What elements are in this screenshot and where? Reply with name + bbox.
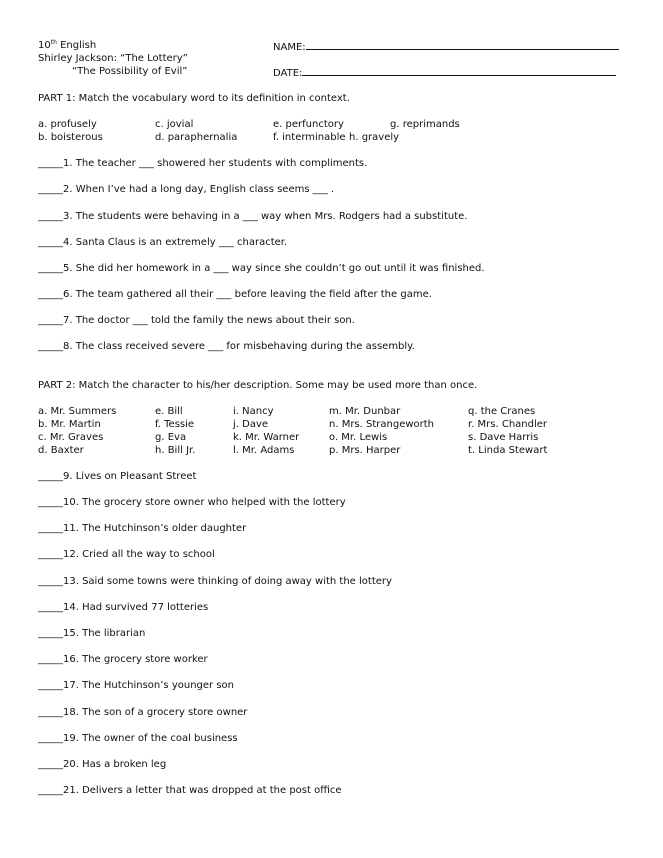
question-text: 9. Lives on Pleasant Street [63, 471, 197, 482]
character-option: d. Baxter [38, 445, 84, 456]
character-option: o. Mr. Lewis [329, 432, 388, 443]
answer-blank[interactable]: _____ [38, 471, 63, 482]
vocab-word: d. paraphernalia [155, 132, 238, 143]
question-row [38, 184, 334, 196]
question-text: 13. Said some towns were thinking of doing away with the lottery [63, 576, 392, 587]
answer-blank[interactable]: _____ [38, 759, 63, 770]
answer-blank[interactable]: _____ [38, 289, 63, 300]
character-option: n. Mrs. Strangeworth [329, 419, 435, 430]
vocab-word: h. gravely [349, 132, 400, 143]
character-option: a. Mr. Summers [38, 406, 117, 417]
name-line [306, 40, 619, 50]
character-option: t. Linda Stewart [468, 445, 548, 456]
question-row [38, 576, 392, 588]
class-title: 10th English [38, 39, 97, 51]
vocab-word: f. interminable [273, 132, 346, 143]
character-option: g. Eva [155, 432, 187, 443]
answer-blank[interactable]: _____ [38, 263, 63, 274]
vocab-word: c. jovial [155, 119, 194, 130]
question-text: 8. The class received severe ___ for misbehaving during the assembly. [63, 341, 415, 352]
answer-blank[interactable]: _____ [38, 184, 63, 195]
question-text: 20. Has a broken leg [63, 759, 167, 770]
story-title-2: “The Possibility of Evil” [72, 66, 188, 77]
question-text: 10. The grocery store owner who helped with the lottery [63, 497, 346, 508]
question-text: 12. Cried all the way to school [63, 549, 215, 560]
character-option: j. Dave [233, 419, 269, 430]
character-option: h. Bill Jr. [155, 445, 196, 456]
character-option: i. Nancy [233, 406, 274, 417]
date-label: DATE: [273, 68, 303, 79]
date-line [302, 66, 616, 76]
answer-blank[interactable]: _____ [38, 680, 63, 691]
character-option: e. Bill [155, 406, 183, 417]
answer-blank[interactable]: _____ [38, 523, 63, 534]
character-option: p. Mrs. Harper [329, 445, 401, 456]
answer-blank[interactable]: _____ [38, 549, 63, 560]
question-text: 17. The Hutchinson’s younger son [63, 680, 234, 691]
answer-blank[interactable]: _____ [38, 211, 63, 222]
question-row [38, 315, 355, 327]
question-row [38, 733, 238, 745]
question-text: 7. The doctor ___ told the family the news about their son. [63, 315, 355, 326]
question-text: 2. When I’ve had a long day, English class seems ___ . [63, 184, 335, 195]
answer-blank[interactable]: _____ [38, 654, 63, 665]
character-option: l. Mr. Adams [233, 445, 295, 456]
answer-blank[interactable]: _____ [38, 315, 63, 326]
question-text: 14. Had survived 77 lotteries [63, 602, 209, 613]
question-text: 15. The librarian [63, 628, 146, 639]
answer-blank[interactable]: _____ [38, 785, 63, 796]
question-text: 4. Santa Claus is an extremely ___ character. [63, 237, 288, 248]
question-row [38, 654, 208, 666]
question-row [38, 523, 246, 535]
question-row [38, 707, 247, 719]
vocab-word: g. reprimands [390, 119, 460, 130]
character-option: k. Mr. Warner [233, 432, 300, 443]
vocab-word: a. profusely [38, 119, 97, 130]
date-field[interactable] [273, 66, 616, 80]
question-text: 5. She did her homework in a ___ way since she couldn’t go out until it was finished. [63, 263, 485, 274]
question-row [38, 471, 196, 483]
question-text: 21. Delivers a letter that was dropped at the post office [63, 785, 342, 796]
question-row [38, 549, 215, 561]
answer-blank[interactable]: _____ [38, 341, 63, 352]
question-text: 19. The owner of the coal business [63, 733, 238, 744]
character-option: c. Mr. Graves [38, 432, 104, 443]
name-field[interactable] [273, 40, 619, 54]
question-row [38, 341, 415, 353]
question-text: 16. The grocery store worker [63, 654, 208, 665]
name-label: NAME: [273, 42, 306, 53]
answer-blank[interactable]: _____ [38, 733, 63, 744]
question-row [38, 263, 485, 275]
character-option: s. Dave Harris [468, 432, 539, 443]
question-row [38, 158, 367, 170]
part1-instructions: PART 1: Match the vocabulary word to its definition in context. [38, 93, 350, 104]
question-row [38, 628, 145, 640]
answer-blank[interactable]: _____ [38, 576, 63, 587]
character-option: f. Tessie [155, 419, 195, 430]
character-option: m. Mr. Dunbar [329, 406, 401, 417]
character-option: r. Mrs. Chandler [468, 419, 548, 430]
question-row [38, 785, 342, 797]
story-title-1: Shirley Jackson: “The Lottery” [38, 53, 188, 64]
character-option: q. the Cranes [468, 406, 536, 417]
question-text: 18. The son of a grocery store owner [63, 707, 248, 718]
answer-blank[interactable]: _____ [38, 158, 63, 169]
question-text: 1. The teacher ___ showered her students with compliments. [63, 158, 368, 169]
question-row [38, 497, 346, 509]
vocab-word: e. perfunctory [273, 119, 344, 130]
character-option: b. Mr. Martin [38, 419, 101, 430]
question-row [38, 759, 166, 771]
answer-blank[interactable]: _____ [38, 237, 63, 248]
answer-blank[interactable]: _____ [38, 602, 63, 613]
question-text: 6. The team gathered all their ___ before leaving the field after the game. [63, 289, 432, 300]
question-row [38, 211, 467, 223]
question-row [38, 602, 208, 614]
answer-blank[interactable]: _____ [38, 707, 63, 718]
question-text: 3. The students were behaving in a ___ way when Mrs. Rodgers had a substitute. [63, 211, 468, 222]
question-row [38, 680, 234, 692]
question-row [38, 289, 432, 301]
part2-instructions: PART 2: Match the character to his/her description. Some may be used more than once. [38, 380, 478, 391]
answer-blank[interactable]: _____ [38, 497, 63, 508]
vocab-word: b. boisterous [38, 132, 103, 143]
question-row [38, 237, 287, 249]
answer-blank[interactable]: _____ [38, 628, 63, 639]
question-text: 11. The Hutchinson’s older daughter [63, 523, 247, 534]
